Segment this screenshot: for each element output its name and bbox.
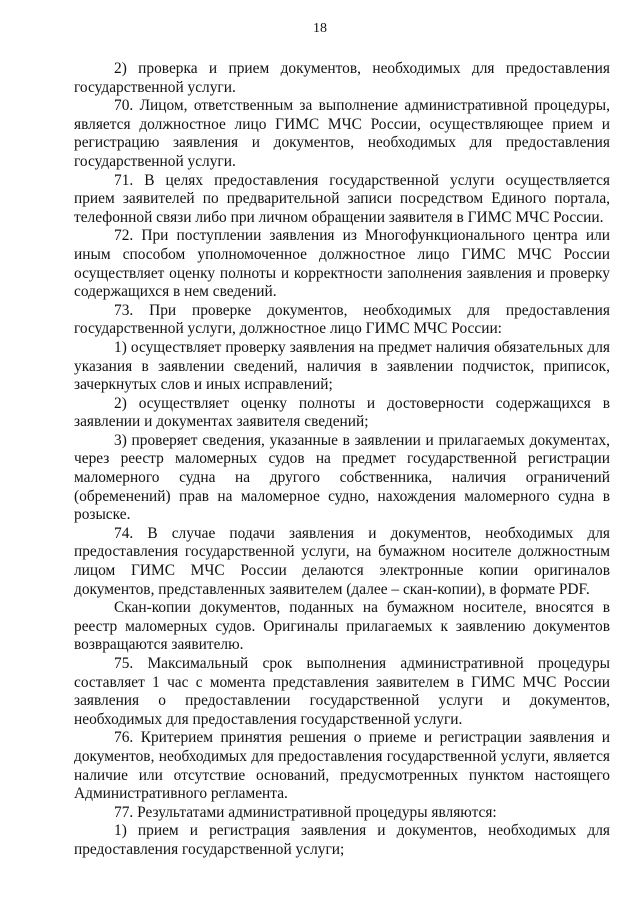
- paragraph: Скан-копии документов, поданных на бумажном носителе, вносятся в реестр маломерных судов. Оригиналы прилагаемых к заявлению документов возвращаются заявителю.: [74, 599, 610, 654]
- paragraph: 71. В целях предоставления государственной услуги осуществляется прием заявителей по предварительной записи посредством Единого портала, телефонной связи либо при личном обращении заявителя в ГИМС МЧС России.: [74, 171, 610, 226]
- paragraph: 70. Лицом, ответственным за выполнение административной процедуры, является должностное лицо ГИМС МЧС России, осуществляющее прием и регистрацию заявления и документов, необходимых для предоставления государственной услуги.: [74, 97, 610, 170]
- paragraph: 74. В случае подачи заявления и документов, необходимых для предоставления государственной услуги, на бумажном носителе должностным лицом ГИМС МЧС России делаются электронные копии оригиналов документов, представленных заявителем (далее – скан-копии), в формате PDF.: [74, 524, 610, 598]
- paragraph: 1) прием и регистрация заявления и документов, необходимых для предоставления государственной услуги;: [74, 822, 610, 858]
- paragraph: 1) осуществляет проверку заявления на предмет наличия обязательных для указания в заявлении сведений, наличия в заявлении подчисток, приписок, зачеркнутых слов и иных исправлений;: [74, 338, 610, 394]
- page-number: 18: [313, 21, 327, 36]
- paragraph: 77. Результатами административной процедуры являются:: [114, 803, 497, 821]
- document-body: [74, 60, 610, 860]
- paragraph: 76. Критерием принятия решения о приеме и регистрации заявления и документов, необходимых для предоставления государственной услуги, является наличие или отсутствие оснований, предусмотренных пунктом настоящего Административного регламента.: [74, 729, 610, 803]
- paragraph: 75. Максимальный срок выполнения административной процедуры составляет 1 час с момента представления заявителем в ГИМС МЧС России заявления о предоставлении государственной услуги и документов, необходимых для предоставления государственной услуги.: [74, 655, 610, 728]
- paragraph: 73. При проверке документов, необходимых для предоставления государственной услуги, должностное лицо ГИМС МЧС России:: [74, 301, 610, 338]
- paragraph: 3) проверяет сведения, указанные в заявлении и прилагаемых документах, через реестр маломерных судов на предмет государственной регистрации маломерного судна на другого собственника, наличия ограничений (обременений) прав на маломерное судно, нахождения маломерного судна в розыске.: [74, 431, 610, 524]
- paragraph: 72. При поступлении заявления из Многофункционального центра или иным способом уполномоченное должностное лицо ГИМС МЧС России осуществляет оценку полноты и корректности заполнения заявления и проверку содержащихся в нем сведений.: [74, 227, 610, 301]
- paragraph: 2) осуществляет оценку полноты и достоверности содержащихся в заявлении и документах заявителя сведений;: [74, 394, 610, 431]
- paragraph: 2) проверка и прием документов, необходимых для предоставления государственной услуги.: [74, 60, 610, 96]
